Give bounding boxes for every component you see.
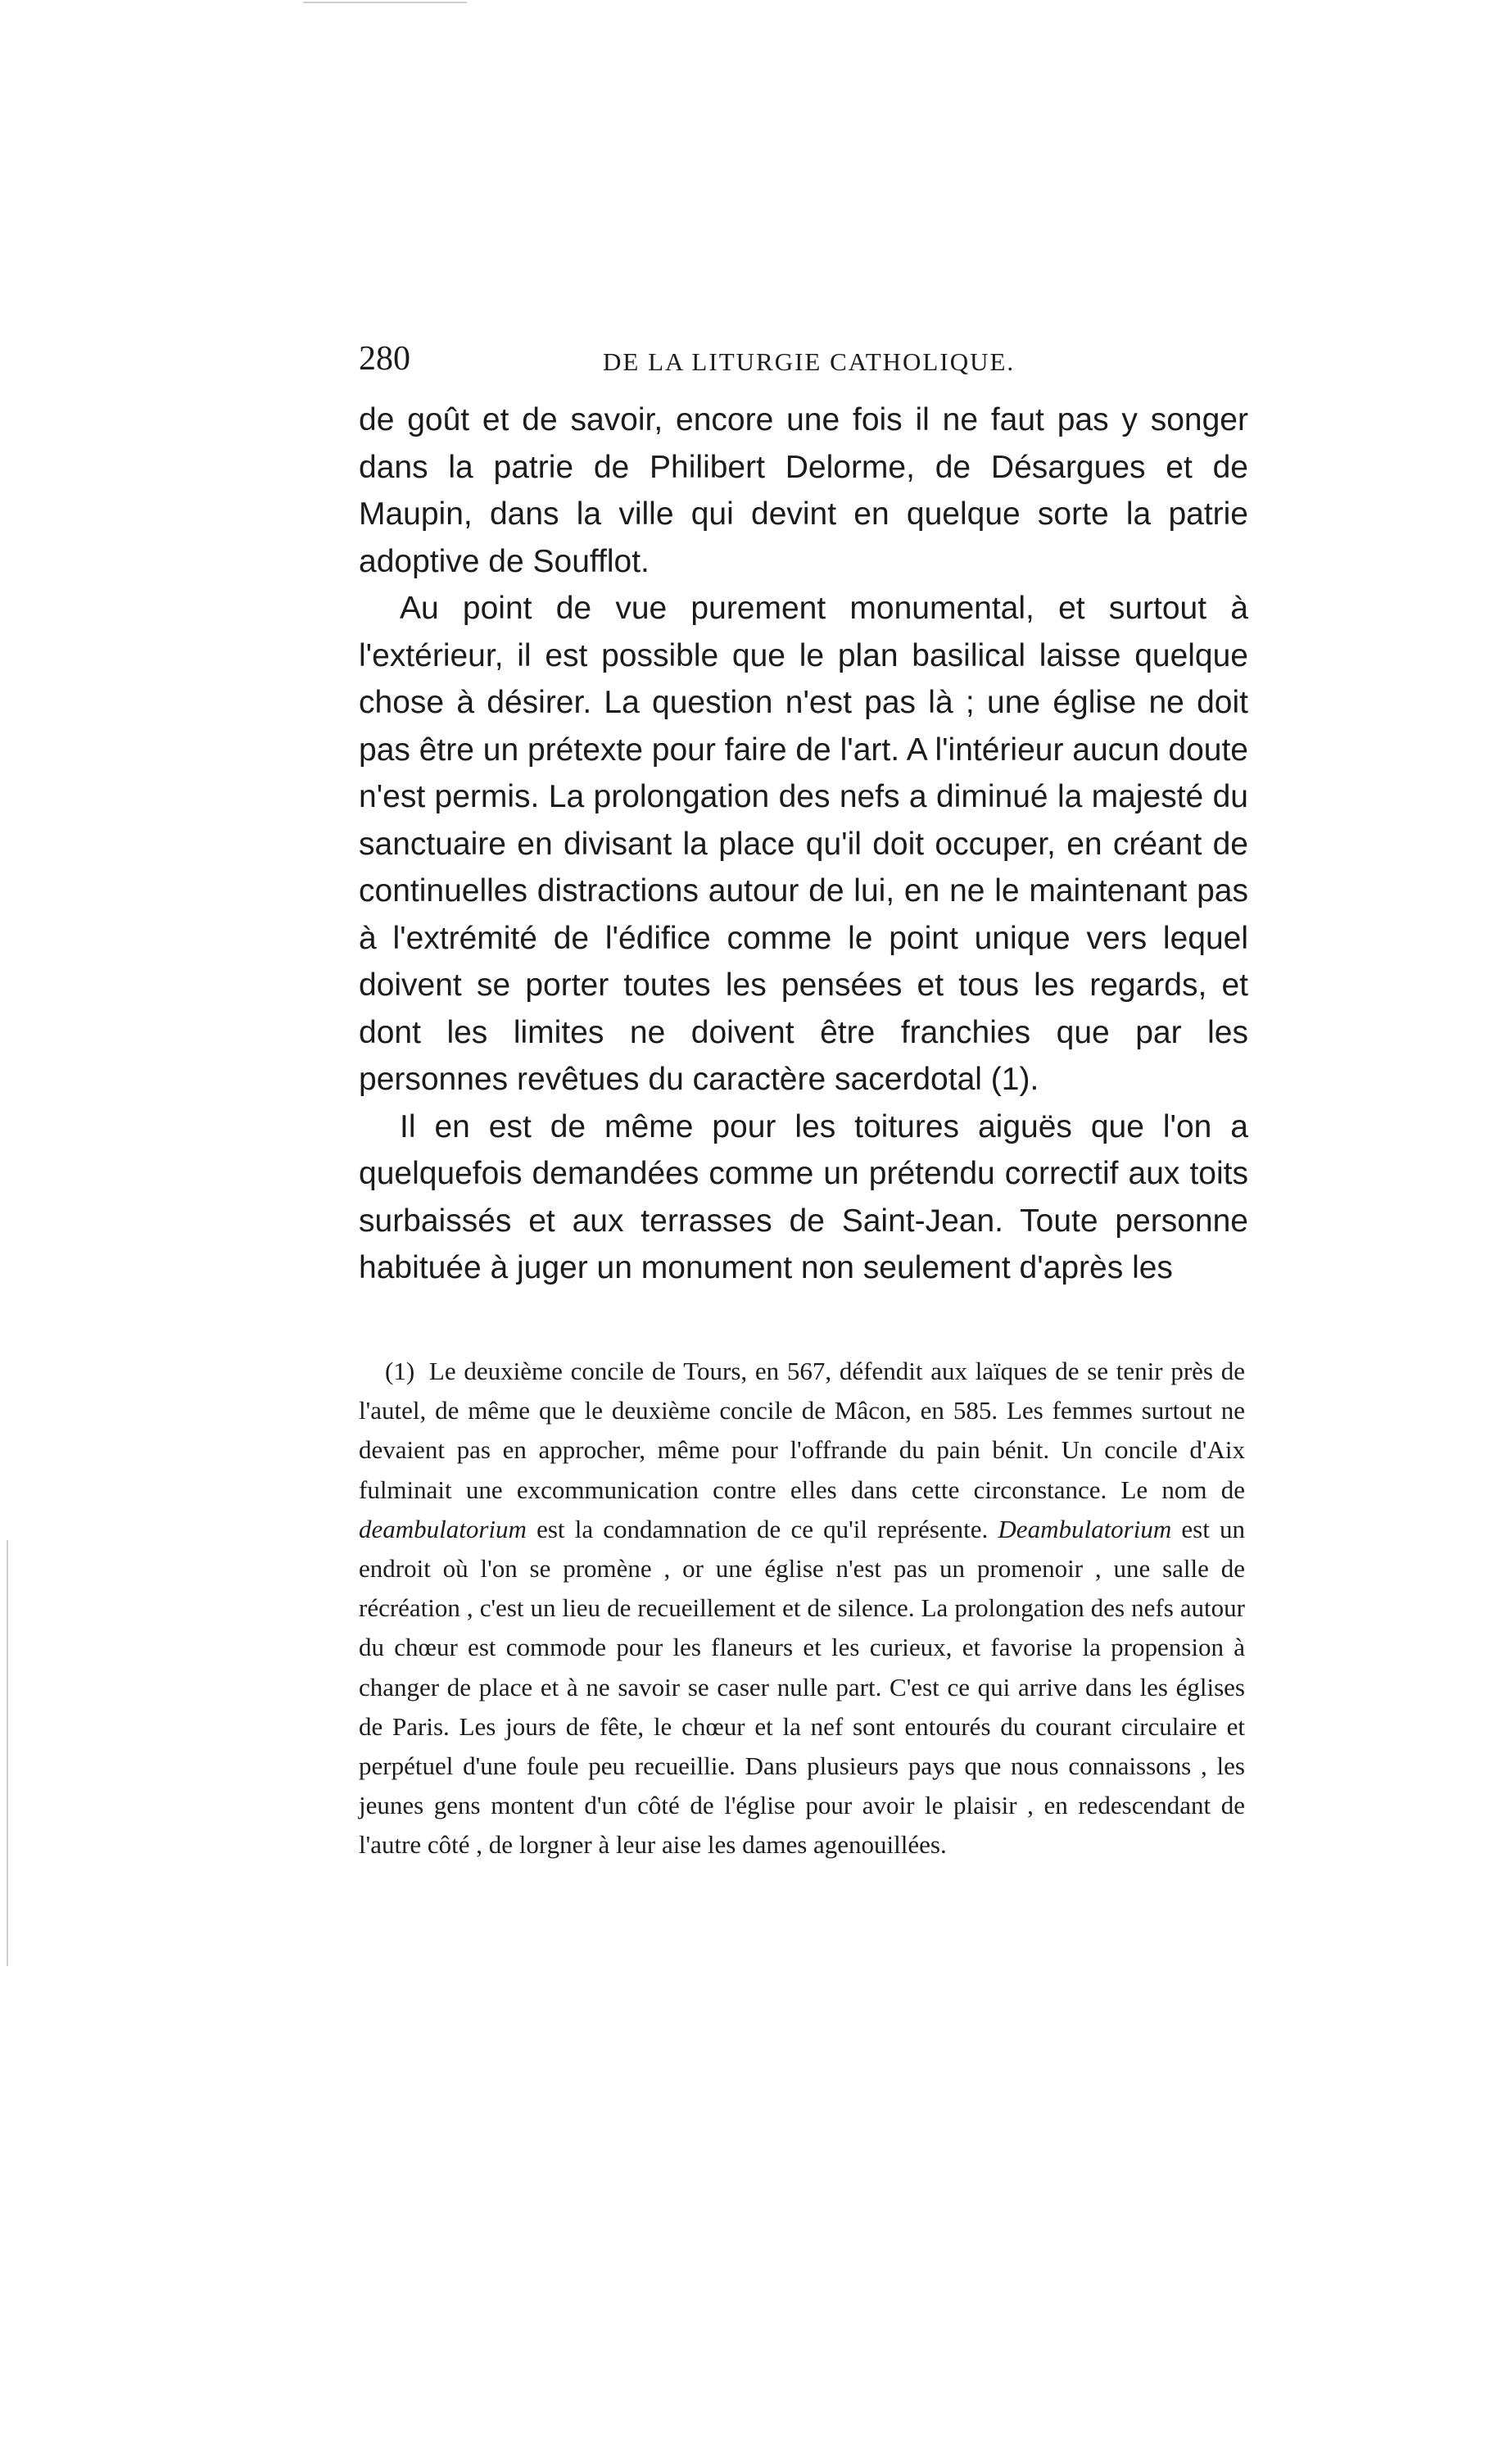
footnote-paragraph [359,1352,1245,1865]
scan-artifact-top-rule [303,2,467,3]
page-header [359,336,1252,385]
footnote-term: deambulatorium [359,1514,527,1543]
footnote [359,1352,1245,1865]
paragraph: de goût et de savoir, encore une fois il ne faut pas y songer dans la patrie de Philibert Delorme, de Désargues et de Maupin, dans la ville qui devint en quelque sorte la patrie adoptive de Soufflot. [359,402,1248,579]
page-number: 280 [359,340,410,378]
footnote-term: Deambulatorium [998,1514,1172,1543]
footnote-text: est la condamnation de ce qu'il représente. [536,1514,989,1543]
footnote-marker: (1) [385,1357,415,1385]
running-title: DE LA LITURGIE CATHOLIQUE. [603,347,1016,376]
paragraph: Il en est de même pour les toitures aiguës que l'on a quelquefois demandées comme un prétendu correctif aux toits surbaissés et aux terrasses de Saint-Jean. Toute personne habituée à juger un monument non seulement d'après les [359,1108,1248,1285]
paragraph: Au point de vue purement monumental, et surtout à l'extérieur, il est possible que le plan basilical laisse quelque chose à désirer. La question n'est pas là ; une église ne doit pas être un prétexte pour faire de l'art. A l'intérieur aucun doute n'est permis. La prolongation des nefs a diminué la majesté du sanctuaire en divisant la place qu'il doit occuper, en créant de continuelles distractions autour de lui, en ne le maintenant pas à l'extrémité de l'édifice comme le point unique vers lequel doivent se porter toutes les pensées et tous les regards, et dont les limites ne doivent être franchies que par les personnes revêtues du caractère sacerdotal (1). [359,591,1248,1097]
footnote-text: est un endroit où l'on se promène , or une église n'est pas un promenoir , une salle de récréation , c'est un lieu de recueillement et de silence. La prolongation des nefs autour du chœur est commode pour les flaneurs et les curieux, et favorise la propension à changer de place et à ne savoir se caser nulle part. C'est ce qui arrive dans les églises de Paris. Les jours de fête, le chœur et la nef sont entourés du courant circulaire et perpétuel d'une foule peu recueillie. Dans plusieurs pays que nous connaissons , les jeunes gens montent d'un côté de l'église pour avoir le plaisir , en redescendant de l'autre côté , de lorgner à leur aise les dames agenouillées. [359,1514,1246,1860]
footnote-text: Le deuxième concile de Tours, en 567, défendit aux laïques de se tenir près de l'autel, de même que le deuxième concile de Mâcon, en 585. Les femmes surtout ne devaient pas en approcher, même pour l'offrande du pain bénit. Un concile d'Aix fulminait une excommunication contre elles dans cette circonstance. Le nom de [359,1357,1245,1504]
scan-artifact-left-margin [7,1540,8,1966]
main-text [359,396,1248,1292]
